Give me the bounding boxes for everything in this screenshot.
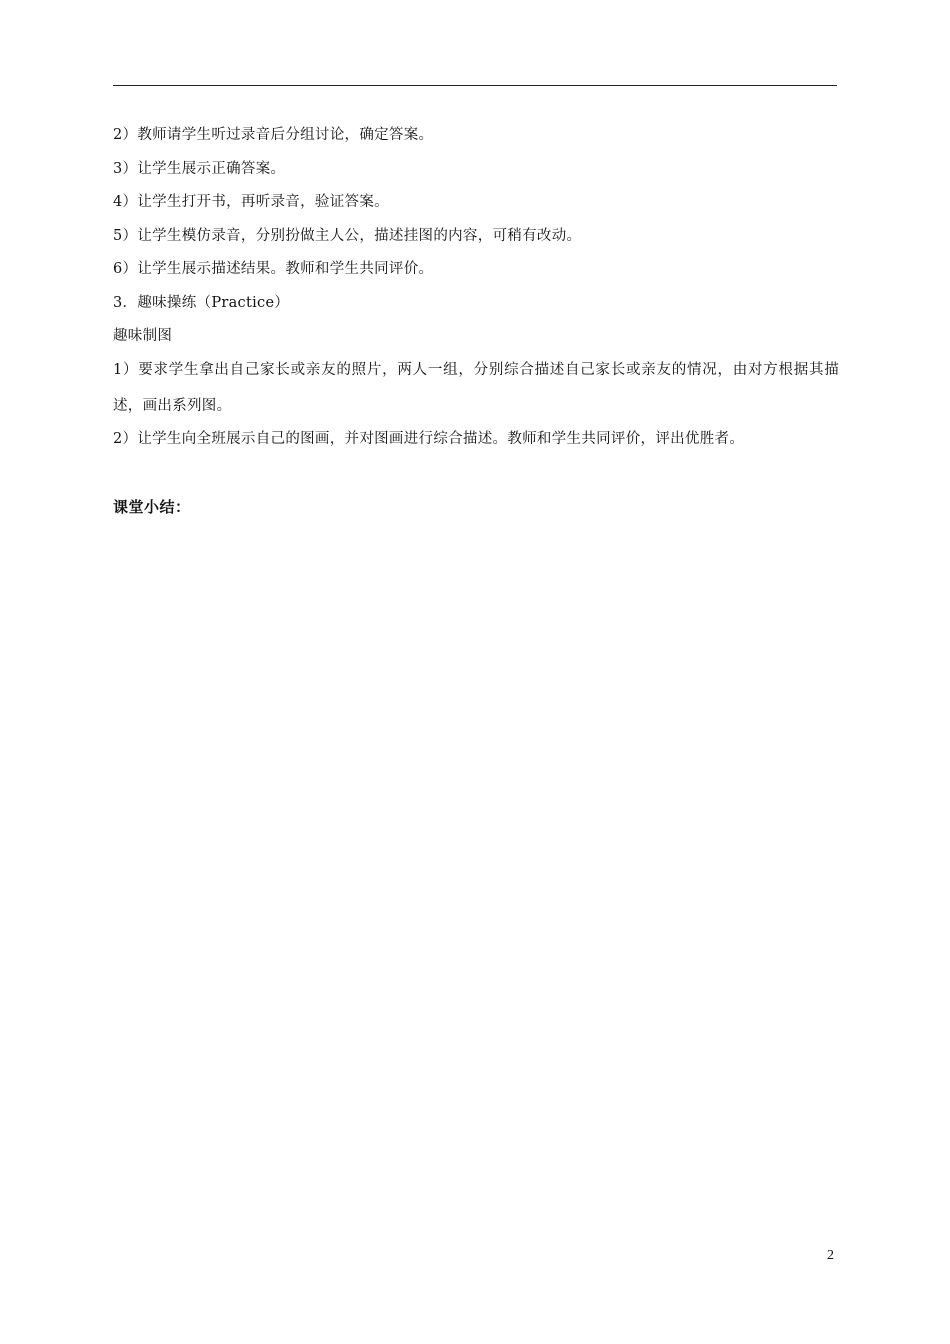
section-heading-practice: 3．趣味操练（Practice） xyxy=(113,294,290,311)
header-rule xyxy=(113,85,837,86)
document-body xyxy=(113,124,839,461)
paragraph-activity-1: 1）要求学生拿出自己家长或亲友的照片，两人一组，分别综合描述自己家长或亲友的情况，由对方根据其描述，画出系列图。 xyxy=(113,361,839,414)
paragraph-step-4: 4）让学生打开书，再听录音，验证答案。 xyxy=(113,194,389,210)
summary-heading: 课堂小结： xyxy=(113,498,191,516)
activity-title: 趣味制图 xyxy=(113,328,173,344)
paragraph-step-5: 5）让学生模仿录音，分别扮做主人公，描述挂图的内容，可稍有改动。 xyxy=(113,227,582,244)
paragraph-activity-2: 2）让学生向全班展示自己的图画，并对图画进行综合描述。教师和学生共同评价，评出优胜者。 xyxy=(113,430,745,447)
paragraph-step-3: 3）让学生展示正确答案。 xyxy=(113,160,286,177)
paragraph-step-2: 2）教师请学生听过录音后分组讨论，确定答案。 xyxy=(113,127,434,143)
page-number: 2 xyxy=(827,1248,834,1263)
paragraph-step-6: 6）让学生展示描述结果。教师和学生共同评价。 xyxy=(113,261,434,277)
